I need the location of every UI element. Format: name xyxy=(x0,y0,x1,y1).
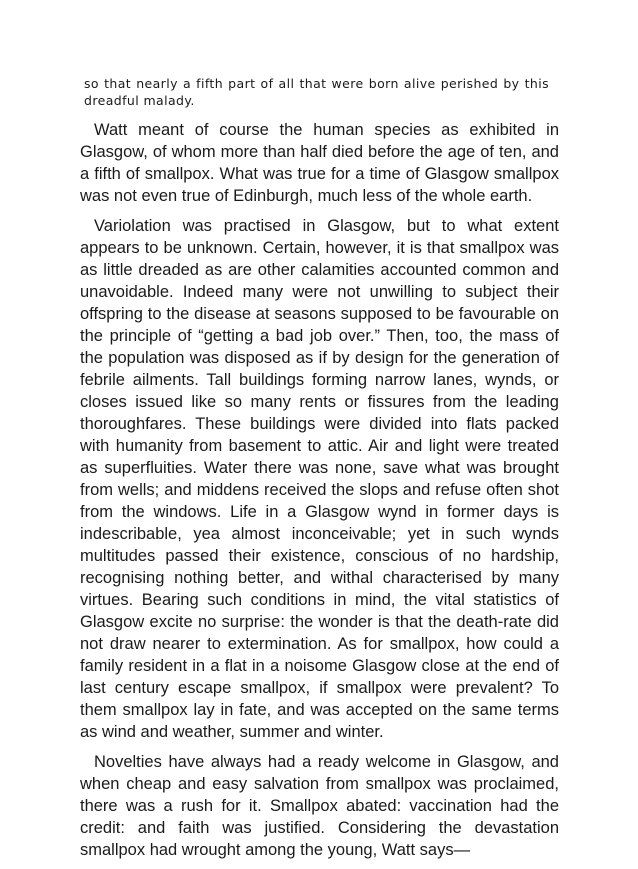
paragraph-novelties: Novelties have always had a ready welcome in Glasgow, and when cheap and easy salvation from smallpox was proclaimed, there was a rush for it. Smallpox abated: vaccination had the credit: and faith was justified. Considering the devastation smallpox had wrought among the young, Watt says— xyxy=(80,753,559,859)
block-quote: so that nearly a fifth part of all that were born alive perished by this dreadful malady. xyxy=(84,76,549,108)
document-page xyxy=(80,75,559,869)
paragraph-variolation: Variolation was practised in Glasgow, but to what extent appears to be unknown. Certain, however, it is that smallpox was as little dreaded as are other calamities accounted common and unavoidable. Indeed many were not unwilling to subject their offspring to the disease at seasons supposed to be favourable on the principle of “getting a bad job over.” Then, too, the mass of the population was disposed as if by design for the generation of febrile ailments. Tall buildings forming narrow lanes, wynds, or closes issued like so many rents or fissures from the leading thoroughfares. These buildings were divided into flats packed with humanity from basement to attic. Air and light were treated as superfluities. Water there was none, save what was brought from wells; and middens received the slops and refuse often shot from the windows. Life in a Glasgow wynd in former days is indescribable, yea almost inconceivable; yet in such wynds multitudes passed their existence, conscious of no hardship, recognising nothing better, and withal characterised by many virtues. Bearing such conditions in mind, the vital statistics of Glasgow excite no surprise: the wonder is that the death-rate did not draw nearer to extermination. As for smallpox, how could a family resident in a flat in a noisome Glasgow close at the end of last century escape smallpox, if smallpox were prevalent? To them smallpox lay in fate, and was accepted on the same terms as wind and weather, summer and winter. xyxy=(80,217,559,741)
paragraph-watt-meant: Watt meant of course the human species as exhibited in Glasgow, of whom more than half died before the age of ten, and a fifth of smallpox. What was true for a time of Glasgow smallpox was not even true of Edinburgh, much less of the whole earth. xyxy=(80,121,559,205)
